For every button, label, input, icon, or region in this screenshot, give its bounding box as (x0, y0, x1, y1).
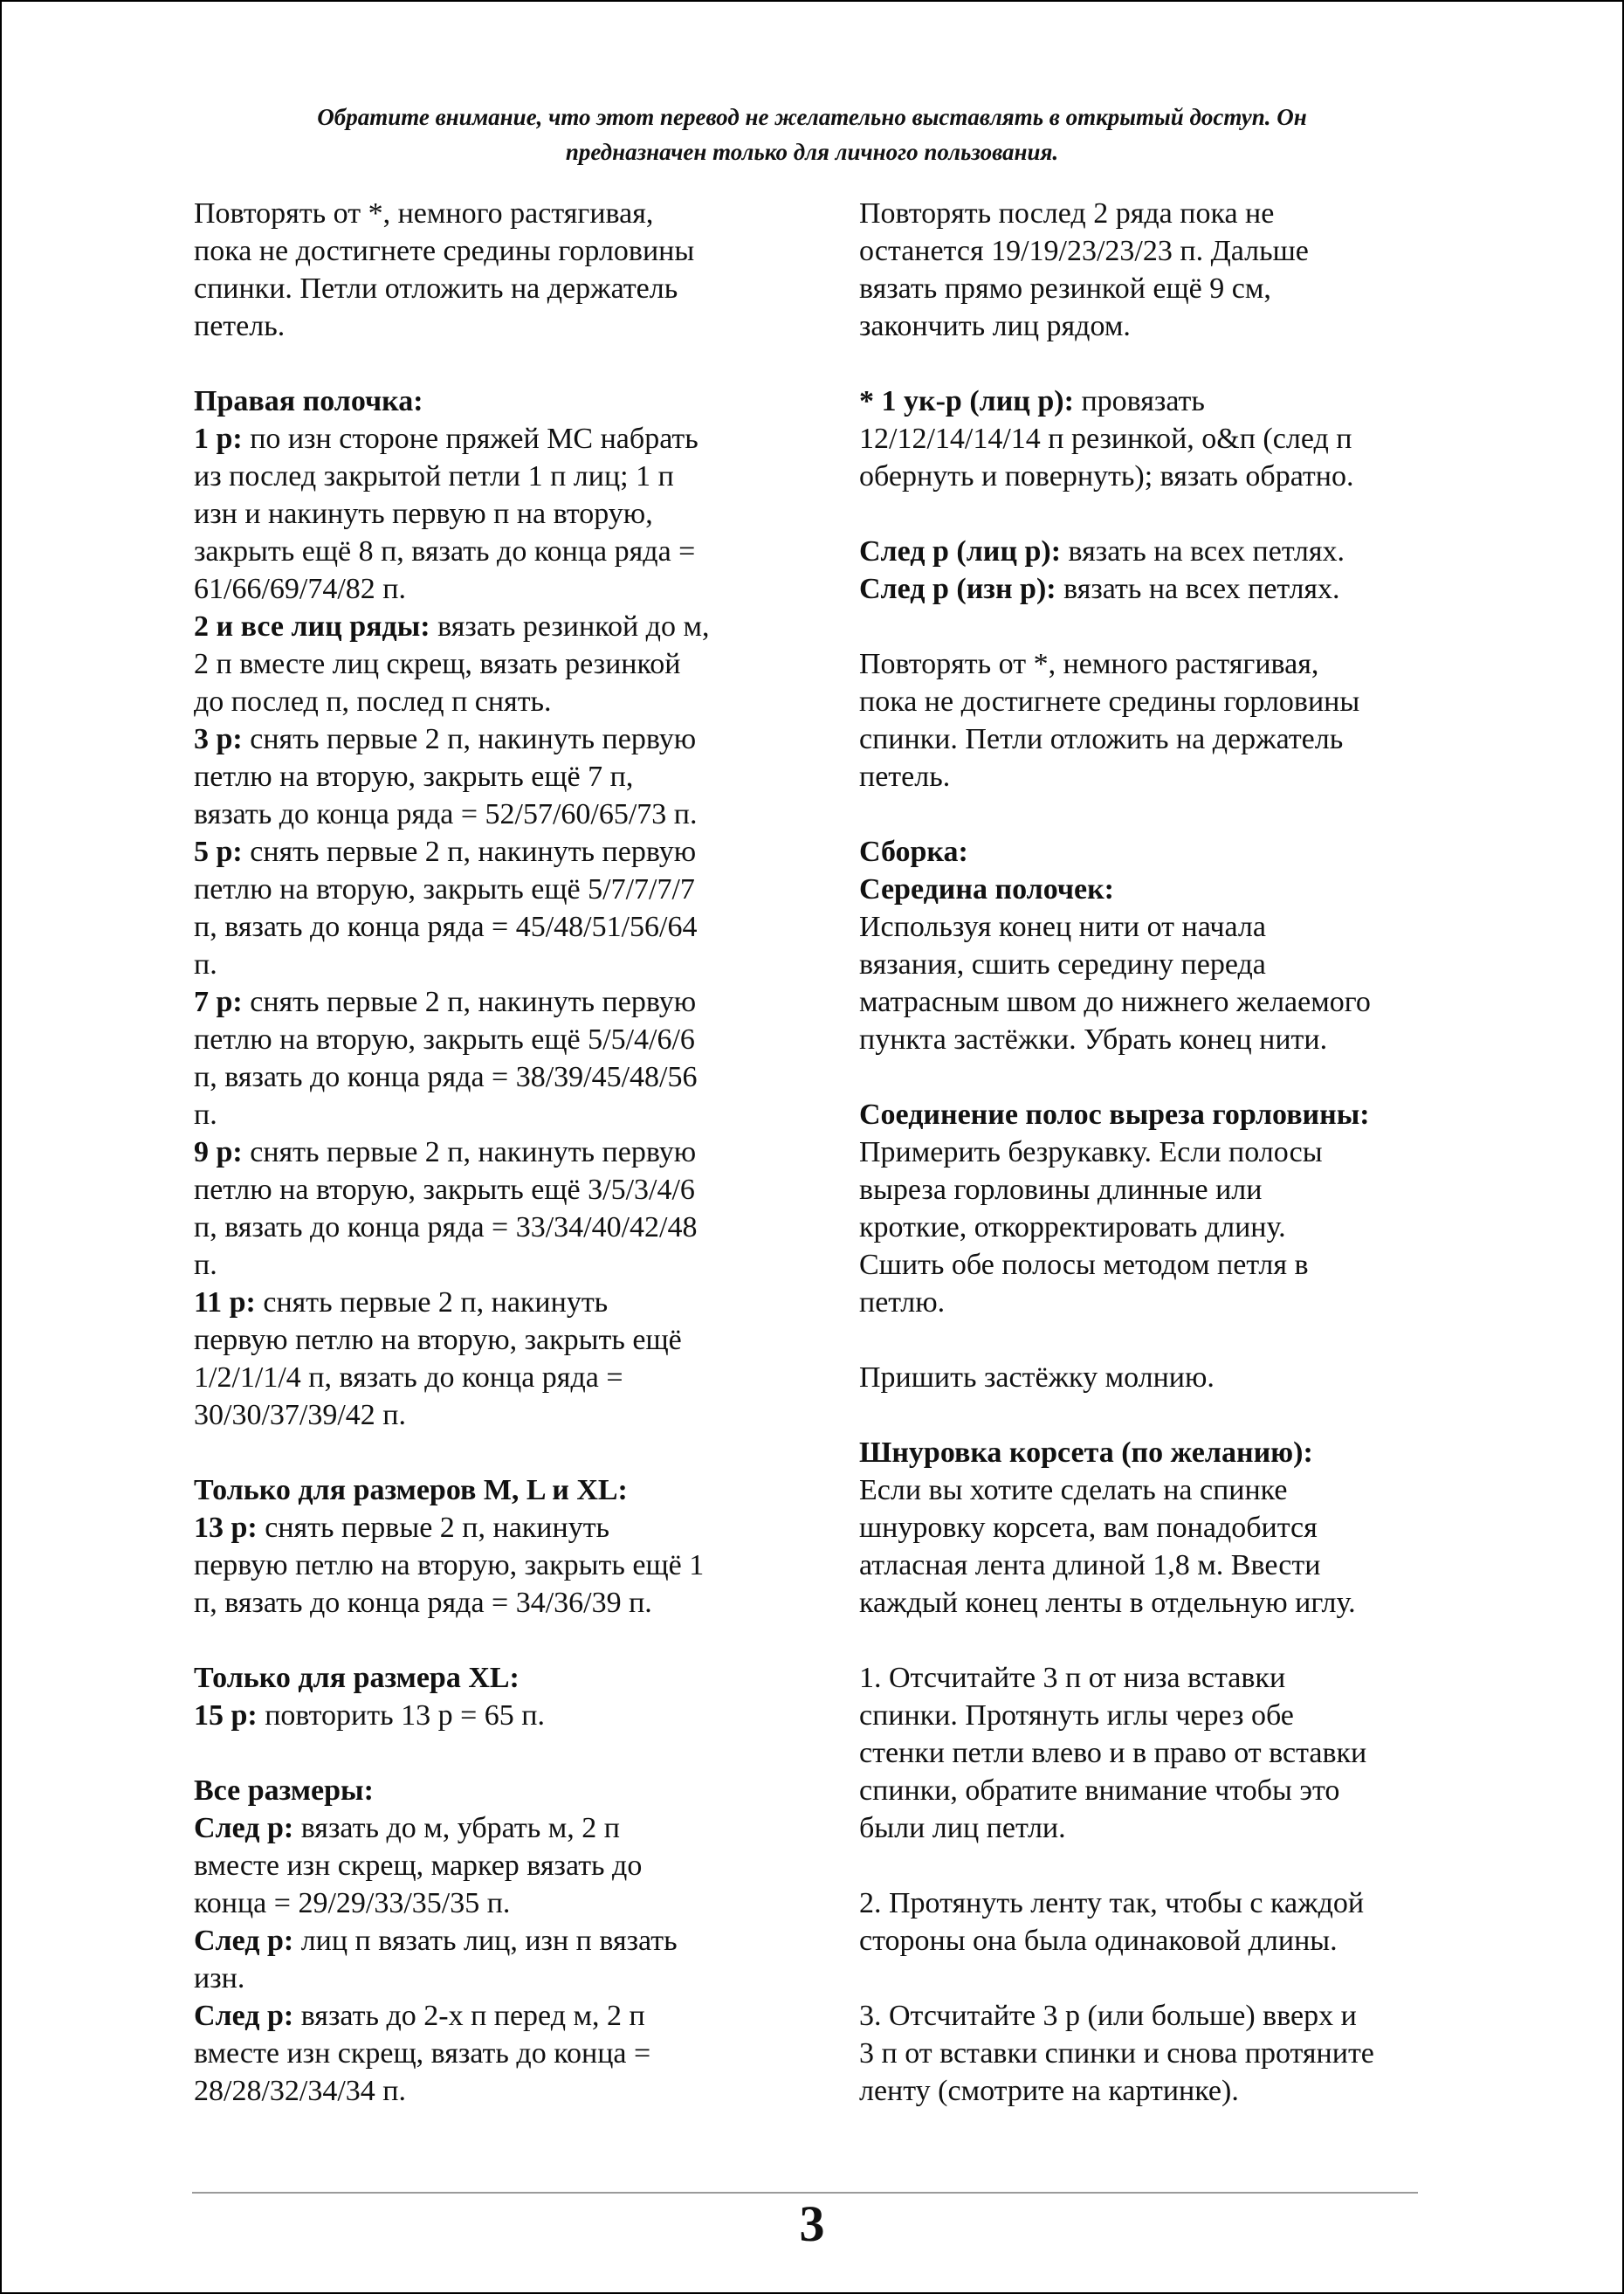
text-line (194, 495, 788, 533)
blank-line (859, 1321, 1462, 1359)
text-line (194, 1697, 788, 1734)
text-line (859, 195, 1462, 232)
blank-line (194, 1734, 788, 1772)
text-line (194, 458, 788, 495)
right-text-column (859, 195, 1462, 2110)
blank-line (859, 1396, 1462, 1434)
privacy-notice-line: предназначен только для личного пользования. (565, 139, 1059, 165)
line-text: пока не достигнете средины горловины (194, 235, 695, 267)
line-text: были лиц петли. (859, 1812, 1066, 1844)
text-line (194, 270, 788, 307)
line-text: ленту (смотрите на картинке). (859, 2075, 1239, 2107)
line-text: снять первые 2 п, накинуть первую (242, 986, 697, 1018)
text-line (194, 645, 788, 683)
text-line (194, 983, 788, 1021)
line-text: снять первые 2 п, накинуть первую (242, 1136, 697, 1168)
line-text: п, вязать до конца ряда = 38/39/45/48/56 (194, 1061, 698, 1093)
text-line (859, 1171, 1462, 1209)
line-text: Используя конец нити от начала (859, 911, 1266, 943)
text-line (194, 1847, 788, 1884)
text-line (859, 420, 1462, 458)
line-text: провязать (1073, 385, 1205, 417)
line-text: петлю на вторую, закрыть ещё 3/5/3/4/6 (194, 1174, 695, 1206)
text-line (859, 1021, 1462, 1058)
bold-label: 7 р: (194, 986, 243, 1018)
line-text: п. (194, 1249, 217, 1281)
line-text: каждый конец ленты в отдельную иглу. (859, 1587, 1356, 1619)
line-text: обернуть и повернуть); вязать обратно. (859, 460, 1354, 493)
text-line (859, 1772, 1462, 1809)
text-line (194, 232, 788, 270)
section-heading (859, 833, 1462, 871)
line-text: спинки. Петли отложить на держатель (859, 723, 1344, 755)
line-text: спинки. Протянуть иглы через обе (859, 1699, 1294, 1732)
line-text: вязать до конца ряда = 52/57/60/65/73 п. (194, 798, 698, 830)
text-line (859, 307, 1462, 345)
text-line (194, 1922, 788, 1960)
line-text: первую петлю на вторую, закрыть ещё 1 (194, 1549, 705, 1581)
bold-label: 9 р: (194, 1136, 243, 1168)
bold-label: 3 р: (194, 723, 243, 755)
text-line (194, 758, 788, 796)
line-text: Повторять от *, немного растягивая, (194, 197, 654, 230)
bold-label: 11 р: (194, 1286, 256, 1319)
bold-label: След р: (194, 2000, 294, 2032)
blank-line (859, 796, 1462, 833)
text-line (859, 1471, 1462, 1509)
page-number: 3 (799, 2195, 825, 2252)
line-text: стороны она была одинаковой длины. (859, 1925, 1338, 1957)
line-text: п, вязать до конца ряда = 34/36/39 п. (194, 1587, 652, 1619)
text-line (194, 2035, 788, 2072)
line-text: до послед п, послед п снять. (194, 685, 552, 718)
blank-line (194, 345, 788, 382)
line-text: пункта застёжки. Убрать конец нити. (859, 1023, 1328, 1056)
text-line (194, 720, 788, 758)
bold-label: Соединение полос выреза горловины: (859, 1099, 1370, 1131)
text-line (194, 1509, 788, 1547)
blank-line (859, 1960, 1462, 1997)
blank-line (859, 1847, 1462, 1884)
text-line (194, 1209, 788, 1246)
section-heading (194, 382, 788, 420)
line-text: петлю. (859, 1286, 946, 1319)
text-line (859, 1659, 1462, 1697)
line-text: из послед закрытой петли 1 п лиц; 1 п (194, 460, 674, 493)
text-line (859, 908, 1462, 946)
bold-label: Сборка: (859, 836, 968, 868)
line-text: петель. (194, 310, 286, 342)
line-text: петель. (859, 761, 951, 793)
bold-label: Шнуровка корсета (по желанию): (859, 1436, 1313, 1469)
line-text: Сшить обе полосы методом петля в (859, 1249, 1309, 1281)
blank-line (194, 1434, 788, 1471)
text-line (194, 796, 788, 833)
privacy-notice-line: Обратите внимание, что этот перевод не желательно выставлять в открытый доступ. Он (317, 104, 1307, 130)
line-text: 3. Отсчитайте 3 р (или больше) вверх и (859, 2000, 1357, 2032)
text-line (859, 1509, 1462, 1547)
blank-line (859, 1622, 1462, 1659)
line-text: выреза горловины длинные или (859, 1174, 1263, 1206)
line-text: 12/12/14/14/14 п резинкой, о&п (след п (859, 423, 1352, 455)
line-text: 30/30/37/39/42 п. (194, 1399, 406, 1431)
text-line (859, 1922, 1462, 1960)
text-line (859, 570, 1462, 608)
privacy-notice (2, 100, 1622, 169)
bold-label: 1 р: (194, 423, 243, 455)
text-line (194, 1246, 788, 1284)
line-text: п, вязать до конца ряда = 45/48/51/56/64 (194, 911, 698, 943)
line-text: вязать до 2-х п перед м, 2 п (293, 2000, 645, 2032)
line-text: спинки. Петли отложить на держатель (194, 272, 678, 305)
line-text: 1. Отсчитайте 3 п от низа вставки (859, 1662, 1286, 1694)
line-text: Повторять от *, немного растягивая, (859, 648, 1319, 680)
text-line (194, 1133, 788, 1171)
line-text: снять первые 2 п, накинуть первую (242, 836, 697, 868)
line-text: лиц п вязать лиц, изн п вязать (293, 1925, 678, 1957)
line-text: п, вязать до конца ряда = 33/34/40/42/48 (194, 1211, 698, 1243)
bold-label: 2 и все лиц ряды: (194, 610, 430, 643)
text-line (194, 946, 788, 983)
text-line (194, 1997, 788, 2035)
text-line (194, 908, 788, 946)
line-text: петлю на вторую, закрыть ещё 5/5/4/6/6 (194, 1023, 695, 1056)
text-line (194, 608, 788, 645)
section-heading (859, 871, 1462, 908)
line-text: стенки петли влево и в право от вставки (859, 1737, 1367, 1769)
bold-label: След р: (194, 1812, 294, 1844)
bold-label: Только для размеров M, L и XL: (194, 1474, 628, 1506)
line-text: петлю на вторую, закрыть ещё 5/7/7/7/7 (194, 873, 695, 906)
line-text: закрыть ещё 8 п, вязать до конца ряда = (194, 535, 696, 568)
text-line (859, 1809, 1462, 1847)
text-line (859, 2072, 1462, 2110)
text-line (194, 420, 788, 458)
line-text: пока не достигнете средины горловины (859, 685, 1360, 718)
bold-label: След р (лиц р): (859, 535, 1062, 568)
text-line (194, 833, 788, 871)
line-text: вязания, сшить середину переда (859, 948, 1266, 981)
line-text: вместе изн скрещ, маркер вязать до (194, 1850, 643, 1882)
section-heading (194, 1471, 788, 1509)
section-heading (194, 1772, 788, 1809)
line-text: 1/2/1/1/4 п, вязать до конца ряда = (194, 1361, 623, 1394)
text-line (859, 683, 1462, 720)
text-line (859, 232, 1462, 270)
line-text: вязать до м, убрать м, 2 п (293, 1812, 620, 1844)
line-text: снять первые 2 п, накинуть (255, 1286, 609, 1319)
line-text: Пришить застёжку молнию. (859, 1361, 1215, 1394)
text-line (859, 758, 1462, 796)
text-line (859, 2035, 1462, 2072)
line-text: 61/66/69/74/82 п. (194, 573, 406, 605)
bold-label: Середина полочек: (859, 873, 1115, 906)
text-line (859, 1359, 1462, 1396)
text-line (194, 1884, 788, 1922)
text-line (859, 458, 1462, 495)
blank-line (859, 495, 1462, 533)
line-text: шнуровку корсета, вам понадобится (859, 1512, 1318, 1544)
line-text: Повторять послед 2 ряда пока не (859, 197, 1275, 230)
blank-line (194, 1622, 788, 1659)
text-line (194, 1396, 788, 1434)
line-text: останется 19/19/23/23/23 п. Дальше (859, 235, 1309, 267)
line-text: изн и накинуть первую п на вторую, (194, 498, 653, 530)
text-line (859, 1284, 1462, 1321)
text-line (194, 1547, 788, 1584)
line-text: 3 п от вставки спинки и снова протяните (859, 2037, 1374, 2070)
blank-line (859, 608, 1462, 645)
line-text: вязать на всех петлях. (1061, 535, 1345, 568)
text-line (194, 1284, 788, 1321)
text-line (194, 307, 788, 345)
bold-label: * 1 ук-р (лиц р): (859, 385, 1074, 417)
text-line (859, 270, 1462, 307)
text-line (859, 720, 1462, 758)
bold-label: След р: (194, 1925, 294, 1957)
line-text: петлю на вторую, закрыть ещё 7 п, (194, 761, 634, 793)
line-text: кроткие, откорректировать длину. (859, 1211, 1286, 1243)
text-line (859, 983, 1462, 1021)
line-text: вместе изн скрещ, вязать до конца = (194, 2037, 651, 2070)
text-line (194, 195, 788, 232)
text-line (194, 1809, 788, 1847)
text-line (194, 1021, 788, 1058)
line-text: п. (194, 948, 217, 981)
line-text: снять первые 2 п, накинуть первую (242, 723, 697, 755)
text-line (859, 1547, 1462, 1584)
text-line (859, 1697, 1462, 1734)
text-line (194, 1096, 788, 1133)
bold-label: 15 р: (194, 1699, 258, 1732)
text-line (194, 1359, 788, 1396)
text-line (859, 1584, 1462, 1622)
text-line (194, 2072, 788, 2110)
line-text: 28/28/32/34/34 п. (194, 2075, 406, 2107)
line-text: Примерить безрукавку. Если полосы (859, 1136, 1323, 1168)
text-line (859, 946, 1462, 983)
text-line (194, 871, 788, 908)
section-heading (194, 1659, 788, 1697)
blank-line (859, 345, 1462, 382)
text-line (194, 533, 788, 570)
line-text: конца = 29/29/33/35/35 п. (194, 1887, 511, 1919)
section-heading (859, 1434, 1462, 1471)
text-line (194, 570, 788, 608)
text-line (194, 1171, 788, 1209)
line-text: Если вы хотите сделать на спинке (859, 1474, 1288, 1506)
text-line (859, 645, 1462, 683)
bold-label: Все размеры: (194, 1774, 374, 1807)
bold-label: Только для размера XL: (194, 1662, 520, 1694)
text-line (859, 1246, 1462, 1284)
text-line (194, 1960, 788, 1997)
line-text: 2. Протянуть ленту так, чтобы с каждой (859, 1887, 1365, 1919)
bold-label: Правая полочка: (194, 385, 423, 417)
text-line (859, 1734, 1462, 1772)
line-text: закончить лиц рядом. (859, 310, 1131, 342)
line-text: матрасным швом до нижнего желаемого (859, 986, 1371, 1018)
line-text: изн. (194, 1962, 245, 1994)
line-text: первую петлю на вторую, закрыть ещё (194, 1324, 682, 1356)
text-line (194, 1584, 788, 1622)
line-text: вязать на всех петлях. (1056, 573, 1340, 605)
text-line (194, 1321, 788, 1359)
line-text: повторить 13 р = 65 п. (257, 1699, 545, 1732)
text-line (859, 533, 1462, 570)
text-line (194, 1058, 788, 1096)
line-text: по изн стороне пряжей МС набрать (242, 423, 698, 455)
text-line (859, 1997, 1462, 2035)
bold-label: След р (изн р): (859, 573, 1056, 605)
section-heading (859, 1096, 1462, 1133)
line-text: п. (194, 1099, 217, 1131)
left-text-column (194, 195, 788, 2110)
bold-label: 13 р: (194, 1512, 258, 1544)
bold-label: 5 р: (194, 836, 243, 868)
line-text: снять первые 2 п, накинуть (257, 1512, 610, 1544)
line-text: спинки, обратите внимание чтобы это (859, 1774, 1340, 1807)
text-line (859, 1884, 1462, 1922)
line-text: вязать прямо резинкой ещё 9 см, (859, 272, 1271, 305)
text-line (194, 683, 788, 720)
text-line (859, 382, 1462, 420)
line-text: 2 п вместе лиц скрещ, вязать резинкой (194, 648, 681, 680)
line-text: атласная лента длиной 1,8 м. Ввести (859, 1549, 1321, 1581)
text-line (859, 1133, 1462, 1171)
line-text: вязать резинкой до м, (430, 610, 710, 643)
blank-line (859, 1058, 1462, 1096)
text-line (859, 1209, 1462, 1246)
